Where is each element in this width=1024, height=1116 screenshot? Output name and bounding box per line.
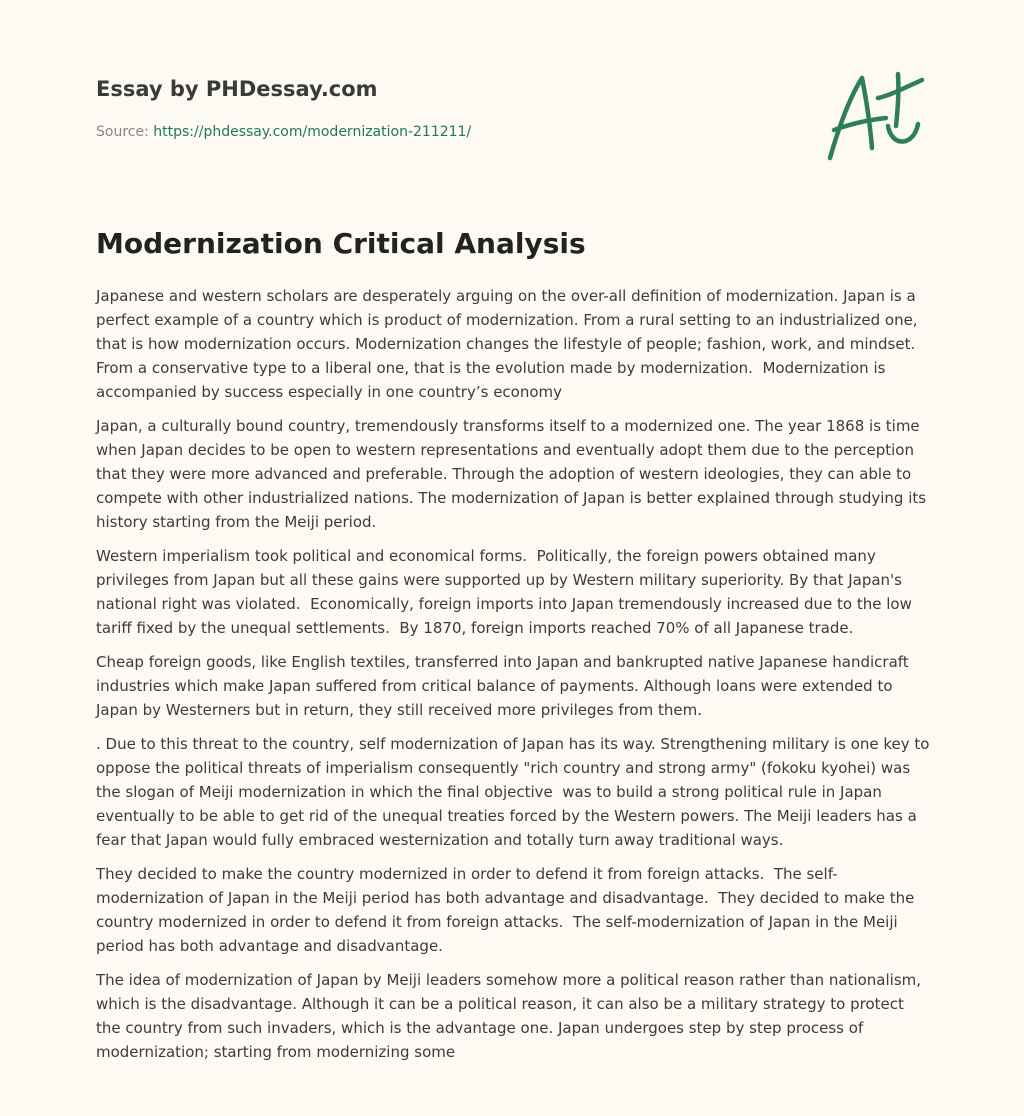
essay-header <box>96 74 796 142</box>
article-paragraph: They decided to make the country modernized in order to defend it from foreign attacks. The self-modernization of Japan in the Meiji period has both advantage and disadvantage. They decided to make the country modernized in order to defend it from foreign attacks. The self-modernization of Japan in the Meiji period has both advantage and disadvantage. <box>96 865 920 955</box>
article-paragraph: Japan, a culturally bound country, tremendously transforms itself to a modernized one. The year 1868 is time when Japan decides to be open to western representations and eventually adopt them due to the perception that they were more advanced and preferable. Through the adoption of western ideologies, they can able to compete with other industrialized nations. The modernization of Japan is better explained through studying its history starting from the Meiji period. <box>96 417 931 531</box>
article-paragraph: . Due to this threat to the country, self modernization of Japan has its way. Strengthening military is one key to oppose the political threats of imperialism consequently "rich country and strong army" (fokoku kyohei) was the slogan of Meiji modernization in which the final objective was to build a strong political rule in Japan eventually to be able to get rid of the unequal treaties forced by the Western powers. The Meiji leaders has a fear that Japan would fully embraced westernization and totally turn away traditional ways. <box>96 735 935 849</box>
source-link[interactable]: https://phdessay.com/modernization-211211/ <box>153 124 472 140</box>
source-label: Source: <box>96 124 154 140</box>
site-title: Essay by PHDessay.com <box>96 77 378 101</box>
article-paragraph: The idea of modernization of Japan by Meiji leaders somehow more a political reason rather than nationalism, which is the disadvantage. Although it can be a political reason, it can also be a military strategy to protect the country from such invaders, which is the advantage one. Japan undergoes step by step process of modernization; starting from modernizing some <box>96 971 926 1061</box>
article-paragraph: Japanese and western scholars are desperately arguing on the over-all definition of modernization. Japan is a perfect example of a country which is product of modernization. From a rural setting to an industrialized one, that is how modernization occurs. Modernization changes the lifestyle of people; fashion, work, and mindset. From a conservative type to a liberal one, that is the evolution made by modernization. Modernization is accompanied by success especially in one country’s economy <box>96 287 923 401</box>
source-line <box>96 122 796 142</box>
article-paragraph: Western imperialism took political and economical forms. Politically, the foreign powers obtained many privileges from Japan but all these gains were supported up by Western military superiority. By that Japan's national right was violated. Economically, foreign imports into Japan tremendously increased due to the low tariff fixed by the unequal settlements. By 1870, foreign imports reached 70% of all Japanese trade. <box>96 547 917 637</box>
article-body <box>96 284 935 1074</box>
article-paragraph: Cheap foreign goods, like English textiles, transferred into Japan and bankrupted native Japanese handicraft industries which make Japan suffered from critical balance of payments. Although loans were extended to Japan by Westerners but in return, they still received more privileges from them. <box>96 653 914 719</box>
article-title: Modernization Critical Analysis <box>96 227 586 260</box>
a-plus-grade-icon <box>822 68 926 164</box>
